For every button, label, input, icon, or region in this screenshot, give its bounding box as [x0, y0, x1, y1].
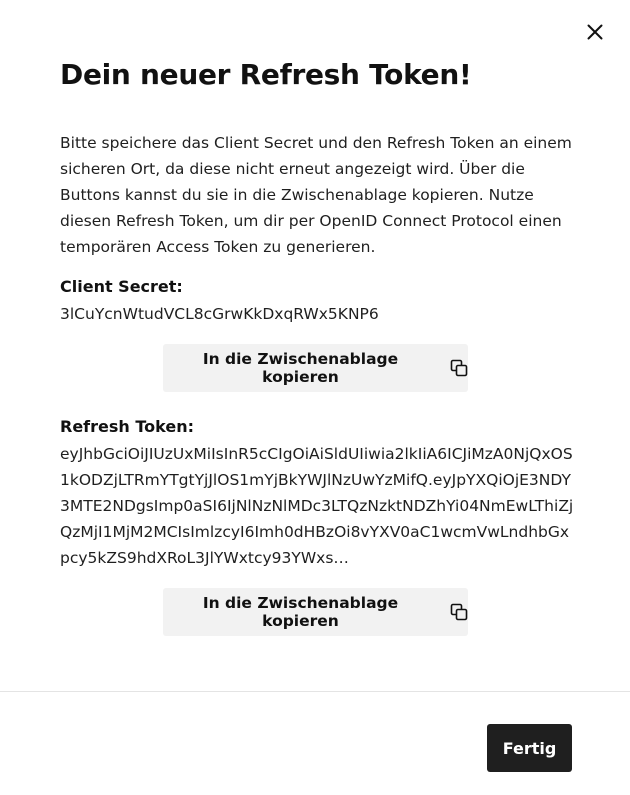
close-button[interactable] [582, 19, 608, 45]
refresh-token-label: Refresh Token: [60, 417, 194, 436]
copy-button-label: In die Zwischenablage kopieren [202, 350, 399, 386]
client-secret-label: Client Secret: [60, 277, 183, 296]
copy-client-secret-button[interactable] [163, 344, 468, 392]
copy-icon [450, 603, 468, 621]
client-secret-value: 3lCuYcnWtudVCL8cGrwKkDxqRWx5KNP6 [60, 305, 379, 323]
refresh-token-value: eyJhbGciOiJIUzUxMiIsInR5cCIgOiAiSldUIiwia2lkIiA6ICJiMzA0NjQxOS1kODZjLTRmYTgtYjJlOS1mYjBkYWJlNzUwYzMifQ.eyJpYXQiOjE3NDY3MTE2NDgsImp0aSI6IjNlNzNlMDc3LTQzNzktNDZhYi04NmEwLThiZjQzMjI1MjM2MCIsImlzcyI6Imh0dHBzOi8vYXV0aC1wcmVwLndhbGxpcy5kZS9hdXRoL3JlYWxtcy93YWxs… [60, 445, 574, 567]
copy-button-label: In die Zwischenablage kopieren [202, 594, 399, 630]
dialog-description: Bitte speichere das Client Secret und den Refresh Token an einem sicheren Ort, da diese nicht erneut angezeigt wird. Über die Buttons kannst du sie in die Zwischenablage kopieren. Nutze diesen Refresh Token, um dir per OpenID Connect Protocol einen temporären Access Token zu generieren. [60, 134, 572, 256]
copy-refresh-token-button[interactable] [163, 588, 468, 636]
footer-divider [0, 691, 630, 692]
done-button[interactable]: Fertig [487, 724, 572, 772]
dialog-title: Dein neuer Refresh Token! [60, 58, 472, 91]
close-icon [587, 24, 603, 40]
copy-icon [450, 359, 468, 377]
